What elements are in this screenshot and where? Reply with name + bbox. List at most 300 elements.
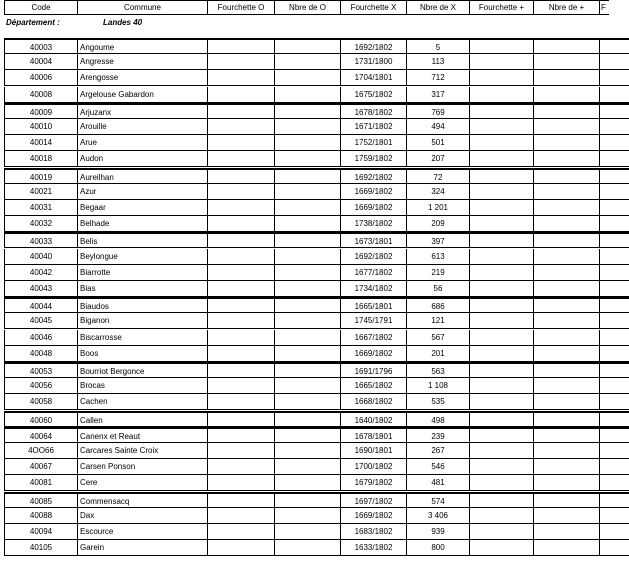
- cell-nbre-o: [274, 459, 340, 475]
- cell-nbre-plus: [533, 443, 599, 459]
- cell-commune: Commensacq: [77, 492, 207, 508]
- header-extra: F: [599, 0, 609, 15]
- cell-nbre-x: 219: [406, 265, 469, 281]
- cell-fourchette-plus: [469, 330, 533, 346]
- cell-nbre-x: 324: [406, 184, 469, 200]
- cell-nbre-plus: [533, 265, 599, 281]
- cell-nbre-plus: [533, 70, 599, 86]
- cell-nbre-plus: [533, 281, 599, 297]
- cell-fourchette-plus: [469, 281, 533, 297]
- cell-nbre-x: 613: [406, 249, 469, 265]
- cell-fourchette-o: [207, 135, 274, 151]
- cell-nbre-o: [274, 281, 340, 297]
- cell-code: 40045: [4, 313, 77, 329]
- cell-code: 40033: [4, 232, 77, 248]
- cell-fourchette-o: [207, 38, 274, 54]
- header-fourchette-plus: Fourchette +: [469, 0, 533, 15]
- cell-nbre-plus: [533, 249, 599, 265]
- cell-extra: [599, 232, 629, 248]
- cell-fourchette-o: [207, 119, 274, 135]
- cell-fourchette-o: [207, 378, 274, 394]
- cell-nbre-o: [274, 38, 340, 54]
- table-row: [4, 265, 624, 281]
- cell-commune: Belhade: [77, 216, 207, 232]
- cell-fourchette-plus: [469, 540, 533, 556]
- cell-fourchette-o: [207, 216, 274, 232]
- cell-nbre-x: 209: [406, 216, 469, 232]
- cell-code: 40032: [4, 216, 77, 232]
- cell-fourchette-x: 1669/1802: [340, 346, 406, 362]
- cell-nbre-o: [274, 492, 340, 508]
- cell-fourchette-plus: [469, 265, 533, 281]
- cell-nbre-o: [274, 346, 340, 362]
- cell-extra: [599, 103, 629, 119]
- cell-extra: [599, 168, 629, 184]
- cell-nbre-x: 1 201: [406, 200, 469, 216]
- table-row: [4, 313, 624, 329]
- cell-fourchette-x: 1669/1802: [340, 184, 406, 200]
- cell-nbre-plus: [533, 135, 599, 151]
- cell-fourchette-plus: [469, 70, 533, 86]
- cell-nbre-plus: [533, 427, 599, 443]
- cell-extra: [599, 540, 629, 556]
- table-row: [4, 524, 624, 540]
- table-row: [4, 508, 624, 524]
- cell-commune: Beylongue: [77, 249, 207, 265]
- cell-nbre-o: [274, 313, 340, 329]
- cell-fourchette-x: 1677/1802: [340, 265, 406, 281]
- cell-nbre-plus: [533, 200, 599, 216]
- table-row: [4, 249, 624, 265]
- table-row: [4, 200, 624, 216]
- table-row: [4, 232, 624, 248]
- cell-fourchette-plus: [469, 151, 533, 167]
- cell-nbre-x: 207: [406, 151, 469, 167]
- cell-extra: [599, 216, 629, 232]
- cell-fourchette-x: 1671/1802: [340, 119, 406, 135]
- cell-extra: [599, 38, 629, 54]
- cell-fourchette-plus: [469, 346, 533, 362]
- cell-code: 40042: [4, 265, 77, 281]
- header-code: Code: [4, 0, 77, 15]
- cell-nbre-plus: [533, 103, 599, 119]
- cell-fourchette-plus: [469, 184, 533, 200]
- cell-fourchette-o: [207, 297, 274, 313]
- cell-nbre-x: 501: [406, 135, 469, 151]
- cell-fourchette-plus: [469, 313, 533, 329]
- cell-commune: Cere: [77, 475, 207, 491]
- cell-extra: [599, 508, 629, 524]
- cell-fourchette-plus: [469, 38, 533, 54]
- cell-fourchette-x: 1665/1801: [340, 297, 406, 313]
- table-row: [4, 54, 624, 70]
- table-row: [4, 459, 624, 475]
- cell-nbre-plus: [533, 378, 599, 394]
- cell-code: 40031: [4, 200, 77, 216]
- cell-nbre-o: [274, 232, 340, 248]
- cell-nbre-x: 563: [406, 362, 469, 378]
- cell-code: 40044: [4, 297, 77, 313]
- cell-fourchette-plus: [469, 475, 533, 491]
- cell-code: 40046: [4, 330, 77, 346]
- cell-fourchette-x: 1692/1802: [340, 38, 406, 54]
- cell-fourchette-o: [207, 168, 274, 184]
- cell-nbre-o: [274, 524, 340, 540]
- cell-fourchette-x: 1673/1801: [340, 232, 406, 248]
- cell-fourchette-o: [207, 459, 274, 475]
- cell-code: 40060: [4, 411, 77, 427]
- cell-fourchette-x: 1700/1802: [340, 459, 406, 475]
- cell-commune: Angoume: [77, 38, 207, 54]
- cell-fourchette-x: 1675/1802: [340, 87, 406, 103]
- table-row: [4, 411, 624, 427]
- cell-extra: [599, 443, 629, 459]
- cell-extra: [599, 200, 629, 216]
- cell-fourchette-o: [207, 540, 274, 556]
- table-row: [4, 38, 624, 54]
- table-row: [4, 216, 624, 232]
- cell-nbre-o: [274, 249, 340, 265]
- cell-extra: [599, 394, 629, 410]
- cell-commune: Biaudos: [77, 297, 207, 313]
- cell-fourchette-o: [207, 411, 274, 427]
- cell-commune: Audon: [77, 151, 207, 167]
- cell-fourchette-o: [207, 475, 274, 491]
- cell-extra: [599, 475, 629, 491]
- cell-commune: Biarrotte: [77, 265, 207, 281]
- cell-nbre-o: [274, 103, 340, 119]
- cell-fourchette-plus: [469, 524, 533, 540]
- cell-commune: Arouille: [77, 119, 207, 135]
- cell-fourchette-o: [207, 394, 274, 410]
- cell-code: 40064: [4, 427, 77, 443]
- cell-nbre-x: 546: [406, 459, 469, 475]
- cell-fourchette-x: 1678/1801: [340, 427, 406, 443]
- table-row: [4, 394, 624, 410]
- table-row: [4, 378, 624, 394]
- cell-extra: [599, 184, 629, 200]
- cell-fourchette-plus: [469, 54, 533, 70]
- cell-code: 40105: [4, 540, 77, 556]
- table-row: [4, 135, 624, 151]
- cell-nbre-x: 574: [406, 492, 469, 508]
- table-row: [4, 87, 624, 103]
- cell-code: 40004: [4, 54, 77, 70]
- cell-commune: Canenx et Reaut: [77, 427, 207, 443]
- cell-fourchette-plus: [469, 168, 533, 184]
- cell-code: 40014: [4, 135, 77, 151]
- cell-fourchette-o: [207, 346, 274, 362]
- cell-fourchette-o: [207, 54, 274, 70]
- cell-nbre-o: [274, 184, 340, 200]
- cell-fourchette-plus: [469, 200, 533, 216]
- cell-fourchette-o: [207, 184, 274, 200]
- cell-code: 40040: [4, 249, 77, 265]
- cell-nbre-plus: [533, 411, 599, 427]
- cell-nbre-x: 567: [406, 330, 469, 346]
- cell-fourchette-plus: [469, 87, 533, 103]
- cell-nbre-o: [274, 151, 340, 167]
- cell-code: 40043: [4, 281, 77, 297]
- cell-code: 40053: [4, 362, 77, 378]
- cell-commune: Bourriot Bergonce: [77, 362, 207, 378]
- cell-extra: [599, 362, 629, 378]
- cell-nbre-o: [274, 216, 340, 232]
- cell-fourchette-x: 1692/1802: [340, 249, 406, 265]
- cell-nbre-o: [274, 394, 340, 410]
- cell-nbre-plus: [533, 346, 599, 362]
- cell-extra: [599, 459, 629, 475]
- cell-nbre-o: [274, 362, 340, 378]
- cell-commune: Brocas: [77, 378, 207, 394]
- cell-nbre-o: [274, 135, 340, 151]
- cell-nbre-plus: [533, 38, 599, 54]
- header-commune: Commune: [77, 0, 207, 15]
- cell-fourchette-x: 1752/1801: [340, 135, 406, 151]
- cell-nbre-plus: [533, 54, 599, 70]
- cell-commune: Aureilhan: [77, 168, 207, 184]
- cell-code: 4OO66: [4, 443, 77, 459]
- cell-code: 40088: [4, 508, 77, 524]
- cell-nbre-x: 72: [406, 168, 469, 184]
- table-row: [4, 346, 624, 362]
- cell-nbre-plus: [533, 362, 599, 378]
- cell-fourchette-x: 1669/1802: [340, 508, 406, 524]
- cell-extra: [599, 249, 629, 265]
- cell-fourchette-o: [207, 151, 274, 167]
- cell-fourchette-x: 1759/1802: [340, 151, 406, 167]
- cell-code: 40008: [4, 87, 77, 103]
- cell-fourchette-x: 1692/1802: [340, 168, 406, 184]
- cell-code: 40009: [4, 103, 77, 119]
- cell-extra: [599, 427, 629, 443]
- cell-nbre-o: [274, 200, 340, 216]
- cell-extra: [599, 135, 629, 151]
- cell-fourchette-o: [207, 492, 274, 508]
- cell-nbre-o: [274, 87, 340, 103]
- cell-fourchette-plus: [469, 362, 533, 378]
- cell-nbre-o: [274, 54, 340, 70]
- cell-code: 40085: [4, 492, 77, 508]
- table-row: [4, 103, 624, 119]
- cell-nbre-plus: [533, 119, 599, 135]
- cell-fourchette-o: [207, 249, 274, 265]
- cell-code: 40094: [4, 524, 77, 540]
- cell-fourchette-plus: [469, 135, 533, 151]
- cell-extra: [599, 346, 629, 362]
- cell-fourchette-o: [207, 443, 274, 459]
- cell-fourchette-plus: [469, 119, 533, 135]
- cell-nbre-plus: [533, 216, 599, 232]
- cell-nbre-x: 317: [406, 87, 469, 103]
- cell-nbre-o: [274, 411, 340, 427]
- cell-fourchette-x: 1633/1802: [340, 540, 406, 556]
- cell-fourchette-o: [207, 200, 274, 216]
- cell-fourchette-x: 1691/1796: [340, 362, 406, 378]
- cell-nbre-x: 498: [406, 411, 469, 427]
- table-row: [4, 362, 624, 378]
- cell-commune: Azur: [77, 184, 207, 200]
- table-row: [4, 475, 624, 491]
- cell-extra: [599, 492, 629, 508]
- cell-extra: [599, 524, 629, 540]
- cell-code: 40021: [4, 184, 77, 200]
- cell-extra: [599, 378, 629, 394]
- cell-nbre-plus: [533, 524, 599, 540]
- header-fourchette-x: Fourchette X: [340, 0, 406, 15]
- cell-code: 40058: [4, 394, 77, 410]
- cell-commune: Carsen Ponson: [77, 459, 207, 475]
- cell-fourchette-plus: [469, 443, 533, 459]
- cell-fourchette-plus: [469, 459, 533, 475]
- cell-nbre-plus: [533, 475, 599, 491]
- table-row: [4, 540, 624, 556]
- table-row: [4, 281, 624, 297]
- cell-nbre-o: [274, 427, 340, 443]
- cell-nbre-o: [274, 508, 340, 524]
- cell-fourchette-plus: [469, 378, 533, 394]
- cell-commune: Callen: [77, 411, 207, 427]
- cell-fourchette-plus: [469, 394, 533, 410]
- cell-commune: Biscarrosse: [77, 330, 207, 346]
- table-row: [4, 443, 624, 459]
- cell-nbre-plus: [533, 297, 599, 313]
- cell-nbre-x: 686: [406, 297, 469, 313]
- cell-fourchette-o: [207, 281, 274, 297]
- cell-nbre-x: 535: [406, 394, 469, 410]
- cell-nbre-x: 56: [406, 281, 469, 297]
- cell-nbre-x: 121: [406, 313, 469, 329]
- cell-fourchette-x: 1734/1802: [340, 281, 406, 297]
- cell-extra: [599, 151, 629, 167]
- table-row: [4, 151, 624, 167]
- cell-nbre-plus: [533, 394, 599, 410]
- cell-nbre-x: 267: [406, 443, 469, 459]
- cell-nbre-plus: [533, 313, 599, 329]
- departement-label: Département :: [6, 18, 60, 27]
- cell-nbre-o: [274, 119, 340, 135]
- cell-nbre-x: 494: [406, 119, 469, 135]
- cell-nbre-x: 397: [406, 232, 469, 248]
- cell-nbre-plus: [533, 459, 599, 475]
- cell-fourchette-x: 1678/1802: [340, 103, 406, 119]
- cell-nbre-x: 939: [406, 524, 469, 540]
- cell-code: 40018: [4, 151, 77, 167]
- cell-commune: Dax: [77, 508, 207, 524]
- table-row: [4, 168, 624, 184]
- cell-commune: Begaar: [77, 200, 207, 216]
- cell-fourchette-plus: [469, 297, 533, 313]
- cell-nbre-x: 3 406: [406, 508, 469, 524]
- cell-code: 40006: [4, 70, 77, 86]
- cell-nbre-o: [274, 265, 340, 281]
- cell-nbre-plus: [533, 508, 599, 524]
- cell-fourchette-o: [207, 87, 274, 103]
- cell-code: 40003: [4, 38, 77, 54]
- cell-extra: [599, 54, 629, 70]
- cell-fourchette-plus: [469, 492, 533, 508]
- cell-nbre-plus: [533, 330, 599, 346]
- table-row: [4, 427, 624, 443]
- cell-fourchette-plus: [469, 216, 533, 232]
- cell-nbre-plus: [533, 232, 599, 248]
- table-row: [4, 330, 624, 346]
- cell-extra: [599, 87, 629, 103]
- cell-fourchette-x: 1668/1802: [340, 394, 406, 410]
- cell-nbre-o: [274, 443, 340, 459]
- cell-nbre-plus: [533, 184, 599, 200]
- cell-nbre-plus: [533, 492, 599, 508]
- cell-fourchette-plus: [469, 249, 533, 265]
- cell-fourchette-x: 1745/1791: [340, 313, 406, 329]
- cell-nbre-x: 1 108: [406, 378, 469, 394]
- cell-nbre-plus: [533, 540, 599, 556]
- cell-nbre-o: [274, 378, 340, 394]
- cell-fourchette-o: [207, 330, 274, 346]
- table-row: [4, 297, 624, 313]
- cell-fourchette-x: 1704/1801: [340, 70, 406, 86]
- cell-fourchette-o: [207, 524, 274, 540]
- departement-value: Landes 40: [103, 18, 143, 27]
- cell-commune: Arjuzanx: [77, 103, 207, 119]
- cell-nbre-o: [274, 70, 340, 86]
- cell-nbre-x: 239: [406, 427, 469, 443]
- cell-nbre-x: 201: [406, 346, 469, 362]
- cell-commune: Garein: [77, 540, 207, 556]
- header-nbre-o: Nbre de O: [274, 0, 340, 15]
- cell-fourchette-x: 1669/1802: [340, 200, 406, 216]
- cell-fourchette-o: [207, 427, 274, 443]
- cell-commune: Arue: [77, 135, 207, 151]
- cell-fourchette-x: 1697/1802: [340, 492, 406, 508]
- cell-nbre-o: [274, 540, 340, 556]
- cell-commune: Arengosse: [77, 70, 207, 86]
- cell-nbre-plus: [533, 87, 599, 103]
- cell-code: 40019: [4, 168, 77, 184]
- cell-nbre-o: [274, 330, 340, 346]
- cell-extra: [599, 330, 629, 346]
- cell-fourchette-o: [207, 508, 274, 524]
- cell-nbre-x: 113: [406, 54, 469, 70]
- cell-fourchette-x: 1667/1802: [340, 330, 406, 346]
- cell-fourchette-plus: [469, 232, 533, 248]
- header-nbre-x: Nbre de X: [406, 0, 469, 15]
- cell-commune: Cachen: [77, 394, 207, 410]
- cell-commune: Escource: [77, 524, 207, 540]
- cell-nbre-o: [274, 475, 340, 491]
- cell-fourchette-plus: [469, 427, 533, 443]
- cell-fourchette-x: 1679/1802: [340, 475, 406, 491]
- cell-fourchette-o: [207, 232, 274, 248]
- cell-extra: [599, 411, 629, 427]
- header-fourchette-o: Fourchette O: [207, 0, 274, 15]
- cell-nbre-plus: [533, 151, 599, 167]
- cell-fourchette-plus: [469, 508, 533, 524]
- table-row: [4, 70, 624, 86]
- table-row: [4, 492, 624, 508]
- cell-code: 40048: [4, 346, 77, 362]
- table-row: [4, 184, 624, 200]
- cell-nbre-o: [274, 168, 340, 184]
- cell-code: 40081: [4, 475, 77, 491]
- cell-commune: Biganon: [77, 313, 207, 329]
- cell-nbre-x: 712: [406, 70, 469, 86]
- cell-extra: [599, 265, 629, 281]
- cell-nbre-o: [274, 297, 340, 313]
- cell-fourchette-o: [207, 103, 274, 119]
- cell-commune: Carcares Sainte Croix: [77, 443, 207, 459]
- cell-code: 40067: [4, 459, 77, 475]
